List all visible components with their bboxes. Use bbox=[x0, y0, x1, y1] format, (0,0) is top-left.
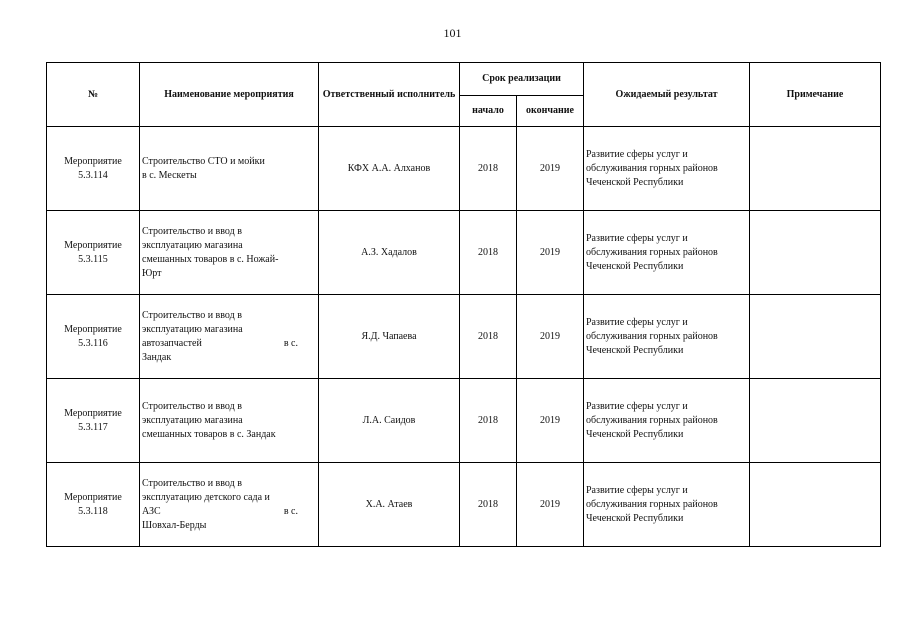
activity-name-line: Строительство СТО и мойки bbox=[142, 155, 265, 167]
activity-number: Мероприятие 5.3.117 bbox=[47, 379, 140, 463]
responsible: Я.Д. Чапаева bbox=[319, 295, 460, 379]
activity-name-split-line bbox=[142, 505, 316, 519]
activity-number: Мероприятие 5.3.118 bbox=[47, 463, 140, 547]
activities-table bbox=[46, 62, 881, 547]
end-year: 2019 bbox=[517, 379, 584, 463]
table-header-row bbox=[47, 63, 881, 96]
start-year: 2018 bbox=[460, 211, 517, 295]
table-row bbox=[47, 463, 881, 547]
table-row bbox=[47, 295, 881, 379]
responsible: КФХ А.А. Алханов bbox=[319, 127, 460, 211]
activity-name-line: Строительство и ввод в bbox=[142, 400, 242, 412]
end-year: 2019 bbox=[517, 211, 584, 295]
activity-name bbox=[140, 211, 319, 295]
note bbox=[750, 463, 881, 547]
start-year: 2018 bbox=[460, 379, 517, 463]
end-year: 2019 bbox=[517, 127, 584, 211]
activity-name bbox=[140, 295, 319, 379]
activity-name-line: смешанных товаров в с. Ножай- bbox=[142, 253, 279, 265]
expected-result: Развитие сферы услуг и обслуживания горных районов Чеченской Республики bbox=[584, 379, 750, 463]
activity-number: Мероприятие 5.3.115 bbox=[47, 211, 140, 295]
activity-name bbox=[140, 463, 319, 547]
activity-name-line: АЗС bbox=[142, 505, 161, 517]
end-year: 2019 bbox=[517, 463, 584, 547]
header-note: Примечание bbox=[750, 63, 881, 127]
activity-name bbox=[140, 379, 319, 463]
activity-name-line: автозапчастей bbox=[142, 337, 202, 349]
responsible: А.З. Хадалов bbox=[319, 211, 460, 295]
header-responsible: Ответственный исполнитель bbox=[319, 63, 460, 127]
expected-result: Развитие сферы услуг и обслуживания горных районов Чеченской Республики bbox=[584, 295, 750, 379]
activity-name-line: в с. bbox=[283, 505, 298, 517]
activity-name-line: в с. Мескеты bbox=[142, 169, 197, 181]
table-row bbox=[47, 127, 881, 211]
end-year: 2019 bbox=[517, 295, 584, 379]
header-start: начало bbox=[460, 96, 517, 127]
note bbox=[750, 295, 881, 379]
table-row bbox=[47, 379, 881, 463]
header-term: Срок реализации bbox=[460, 63, 584, 96]
responsible: Л.А. Саидов bbox=[319, 379, 460, 463]
expected-result: Развитие сферы услуг и обслуживания горных районов Чеченской Республики bbox=[584, 127, 750, 211]
activity-name-line: в с. bbox=[283, 337, 298, 349]
activity-name-line: эксплуатацию магазина bbox=[142, 414, 243, 426]
header-result: Ожидаемый результат bbox=[584, 63, 750, 127]
header-end: окончание bbox=[517, 96, 584, 127]
activity-name-line: смешанных товаров в с. Зандак bbox=[142, 428, 276, 440]
table-row bbox=[47, 211, 881, 295]
activity-name bbox=[140, 127, 319, 211]
activity-name-line: эксплуатацию магазина bbox=[142, 239, 243, 251]
expected-result: Развитие сферы услуг и обслуживания горных районов Чеченской Республики bbox=[584, 463, 750, 547]
activity-number: Мероприятие 5.3.116 bbox=[47, 295, 140, 379]
activity-name-line: Юрт bbox=[142, 267, 162, 279]
activity-name-line: Строительство и ввод в bbox=[142, 477, 242, 489]
start-year: 2018 bbox=[460, 295, 517, 379]
activity-name-line: Шовхал-Берды bbox=[142, 519, 207, 531]
start-year: 2018 bbox=[460, 463, 517, 547]
activity-name-line: эксплуатацию магазина bbox=[142, 323, 243, 335]
header-num: № bbox=[47, 63, 140, 127]
expected-result: Развитие сферы услуг и обслуживания горных районов Чеченской Республики bbox=[584, 211, 750, 295]
responsible: Х.А. Атаев bbox=[319, 463, 460, 547]
activity-number: Мероприятие 5.3.114 bbox=[47, 127, 140, 211]
start-year: 2018 bbox=[460, 127, 517, 211]
header-name: Наименование мероприятия bbox=[140, 63, 319, 127]
activity-name-split-line bbox=[142, 337, 316, 351]
page-number: 101 bbox=[443, 26, 462, 40]
note bbox=[750, 211, 881, 295]
note bbox=[750, 379, 881, 463]
note bbox=[750, 127, 881, 211]
activity-name-line: Строительство и ввод в bbox=[142, 309, 242, 321]
activity-name-line: Зандак bbox=[142, 351, 172, 363]
activity-name-line: эксплуатацию детского сада и bbox=[142, 491, 270, 503]
activity-name-line: Строительство и ввод в bbox=[142, 225, 242, 237]
